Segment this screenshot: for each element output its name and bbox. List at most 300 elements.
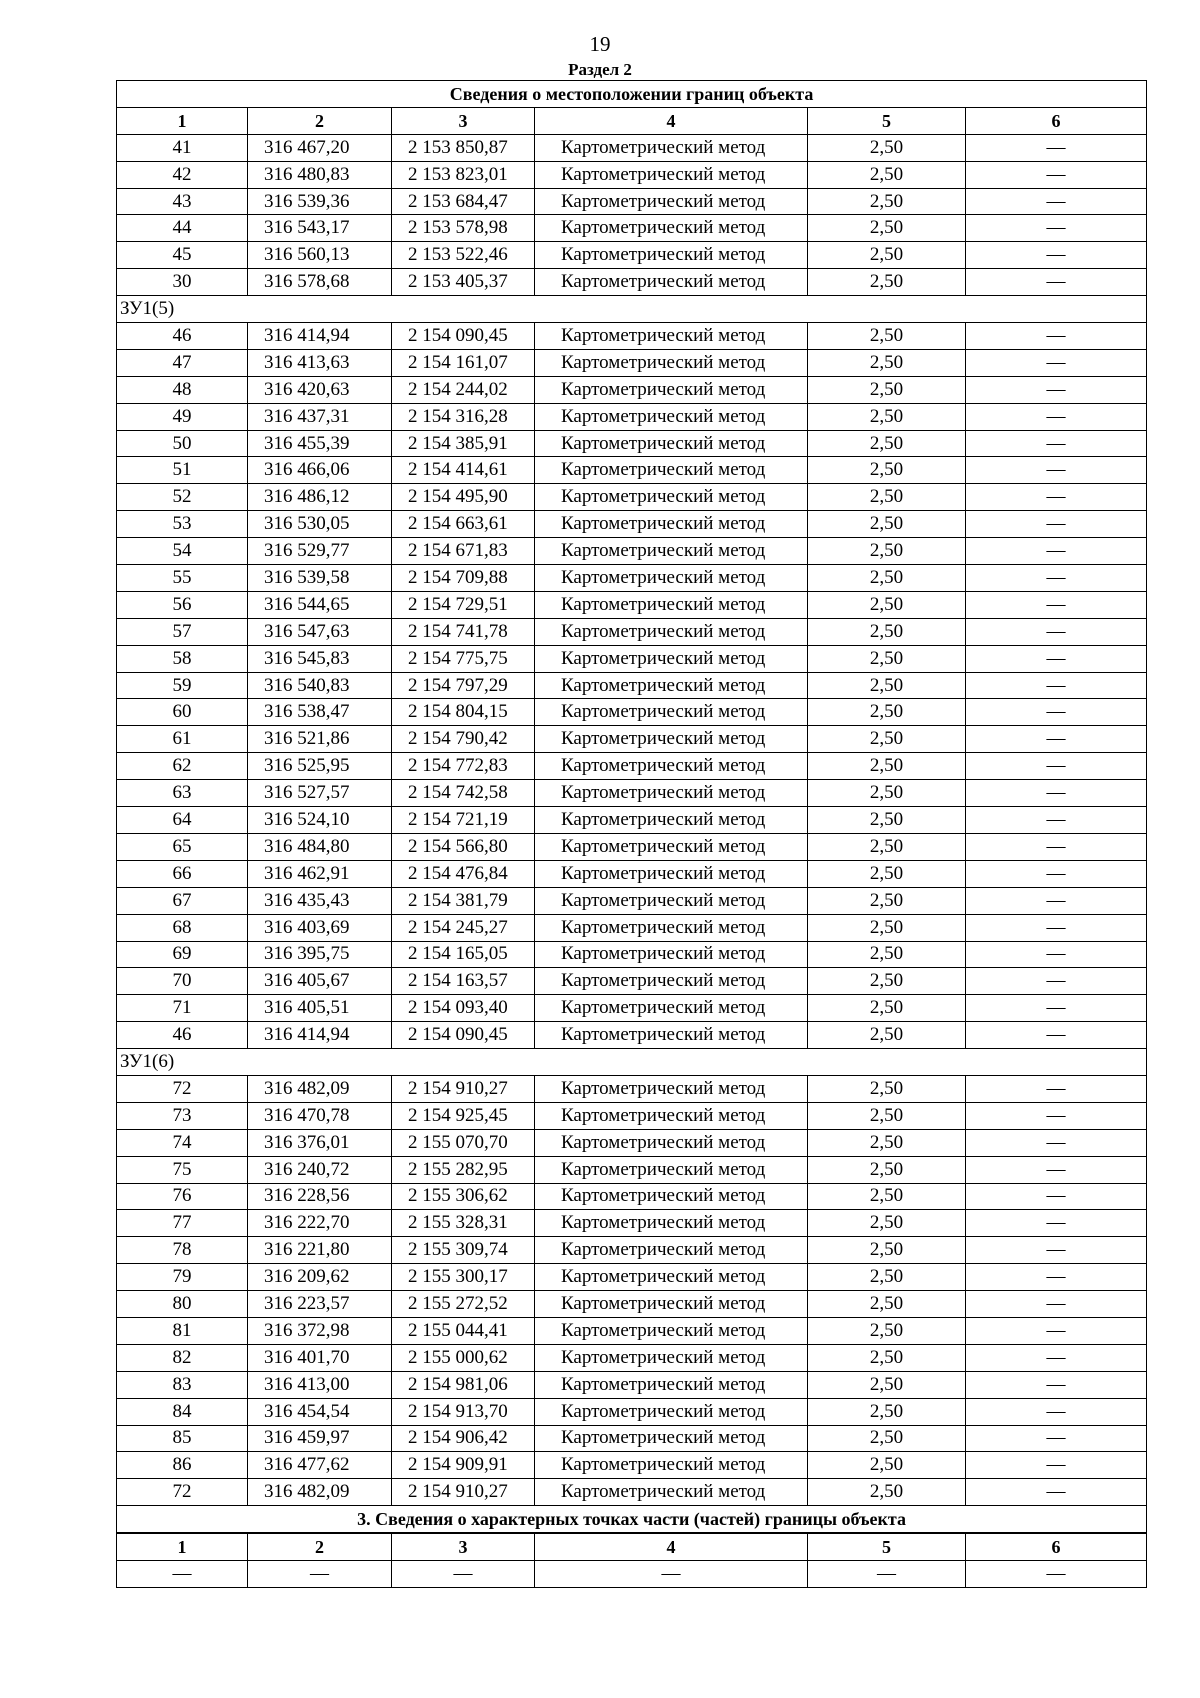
table-row: [117, 1156, 1147, 1183]
x-coordinate-cell: 316 228,56: [248, 1183, 392, 1210]
point-number-cell: 59: [117, 672, 248, 699]
section3-title-row: [117, 1506, 1147, 1533]
accuracy-cell: 2,50: [808, 672, 966, 699]
description-cell: —: [966, 161, 1147, 188]
x-coordinate-cell: 316 240,72: [248, 1156, 392, 1183]
table-row: [117, 699, 1147, 726]
point-number-cell: 52: [117, 484, 248, 511]
point-number-cell: 54: [117, 538, 248, 565]
x-coordinate-cell: 316 530,05: [248, 511, 392, 538]
x-coordinate-cell: 316 209,62: [248, 1264, 392, 1291]
method-cell: Картометрический метод: [535, 1479, 808, 1506]
accuracy-cell: 2,50: [808, 1264, 966, 1291]
y-coordinate-cell: 2 154 495,90: [392, 484, 535, 511]
method-cell: Картометрический метод: [535, 1237, 808, 1264]
method-cell: Картометрический метод: [535, 269, 808, 296]
x-coordinate-cell: 316 539,36: [248, 188, 392, 215]
x-coordinate-cell: 316 405,51: [248, 995, 392, 1022]
point-number-cell: 56: [117, 591, 248, 618]
y-coordinate-cell: 2 154 385,91: [392, 430, 535, 457]
table-row: [117, 591, 1147, 618]
description-cell: —: [966, 269, 1147, 296]
table-row: [117, 215, 1147, 242]
method-cell: Картометрический метод: [535, 538, 808, 565]
accuracy-cell: 2,50: [808, 1156, 966, 1183]
point-number-cell: 79: [117, 1264, 248, 1291]
method-cell: Картометрический метод: [535, 1156, 808, 1183]
x-coordinate-cell: 316 545,83: [248, 645, 392, 672]
column-number-row: [117, 107, 1147, 134]
point-number-cell: 78: [117, 1237, 248, 1264]
method-cell: Картометрический метод: [535, 403, 808, 430]
accuracy-cell: 2,50: [808, 1183, 966, 1210]
point-number-cell: 80: [117, 1291, 248, 1318]
empty-dash-cell: —: [248, 1560, 392, 1587]
point-number-cell: 55: [117, 565, 248, 592]
point-number-cell: 68: [117, 914, 248, 941]
accuracy-cell: 2,50: [808, 457, 966, 484]
method-cell: Картометрический метод: [535, 887, 808, 914]
y-coordinate-cell: 2 155 044,41: [392, 1317, 535, 1344]
y-coordinate-cell: 2 154 790,42: [392, 726, 535, 753]
column-number: 4: [535, 107, 808, 134]
method-cell: Картометрический метод: [535, 1264, 808, 1291]
point-number-cell: 65: [117, 833, 248, 860]
accuracy-cell: 2,50: [808, 833, 966, 860]
description-cell: —: [966, 457, 1147, 484]
empty-dash-cell: —: [117, 1560, 248, 1587]
description-cell: —: [966, 968, 1147, 995]
column-number: 5: [808, 1533, 966, 1560]
description-cell: —: [966, 699, 1147, 726]
point-number-cell: 30: [117, 269, 248, 296]
accuracy-cell: 2,50: [808, 484, 966, 511]
table-row: [117, 242, 1147, 269]
point-number-cell: 62: [117, 753, 248, 780]
method-cell: Картометрический метод: [535, 565, 808, 592]
description-cell: —: [966, 1398, 1147, 1425]
y-coordinate-cell: 2 155 272,52: [392, 1291, 535, 1318]
x-coordinate-cell: 316 466,06: [248, 457, 392, 484]
description-cell: —: [966, 1102, 1147, 1129]
point-number-cell: 69: [117, 941, 248, 968]
y-coordinate-cell: 2 154 797,29: [392, 672, 535, 699]
x-coordinate-cell: 316 539,58: [248, 565, 392, 592]
x-coordinate-cell: 316 467,20: [248, 134, 392, 161]
x-coordinate-cell: 316 223,57: [248, 1291, 392, 1318]
point-number-cell: 53: [117, 511, 248, 538]
table-row: [117, 188, 1147, 215]
description-cell: —: [966, 134, 1147, 161]
accuracy-cell: 2,50: [808, 403, 966, 430]
table-row: [117, 1264, 1147, 1291]
accuracy-cell: 2,50: [808, 941, 966, 968]
section3-column-number-row: [117, 1533, 1147, 1560]
description-cell: —: [966, 323, 1147, 350]
description-cell: —: [966, 538, 1147, 565]
column-number: 4: [535, 1533, 808, 1560]
y-coordinate-cell: 2 153 684,47: [392, 188, 535, 215]
y-coordinate-cell: 2 154 245,27: [392, 914, 535, 941]
column-number: 1: [117, 1533, 248, 1560]
accuracy-cell: 2,50: [808, 1479, 966, 1506]
description-cell: —: [966, 1371, 1147, 1398]
x-coordinate-cell: 316 376,01: [248, 1129, 392, 1156]
description-cell: —: [966, 1075, 1147, 1102]
table-row: [117, 726, 1147, 753]
method-cell: Картометрический метод: [535, 457, 808, 484]
y-coordinate-cell: 2 154 925,45: [392, 1102, 535, 1129]
method-cell: Картометрический метод: [535, 430, 808, 457]
description-cell: —: [966, 1183, 1147, 1210]
description-cell: —: [966, 1210, 1147, 1237]
y-coordinate-cell: 2 154 381,79: [392, 887, 535, 914]
x-coordinate-cell: 316 454,54: [248, 1398, 392, 1425]
y-coordinate-cell: 2 154 729,51: [392, 591, 535, 618]
description-cell: —: [966, 1291, 1147, 1318]
method-cell: Картометрический метод: [535, 349, 808, 376]
empty-dash-cell: —: [535, 1560, 808, 1587]
y-coordinate-cell: 2 154 163,57: [392, 968, 535, 995]
x-coordinate-cell: 316 395,75: [248, 941, 392, 968]
parcel-group-label: ЗУ1(5): [117, 296, 1147, 323]
method-cell: Картометрический метод: [535, 672, 808, 699]
method-cell: Картометрический метод: [535, 1398, 808, 1425]
column-number: 2: [248, 107, 392, 134]
description-cell: —: [966, 591, 1147, 618]
table-row: [117, 968, 1147, 995]
x-coordinate-cell: 316 480,83: [248, 161, 392, 188]
point-number-cell: 63: [117, 780, 248, 807]
table-row: [117, 403, 1147, 430]
method-cell: Картометрический метод: [535, 833, 808, 860]
point-number-cell: 50: [117, 430, 248, 457]
y-coordinate-cell: 2 154 244,02: [392, 376, 535, 403]
y-coordinate-cell: 2 153 578,98: [392, 215, 535, 242]
description-cell: —: [966, 807, 1147, 834]
method-cell: Картометрический метод: [535, 1425, 808, 1452]
method-cell: Картометрический метод: [535, 995, 808, 1022]
table-row: [117, 1102, 1147, 1129]
x-coordinate-cell: 316 459,97: [248, 1425, 392, 1452]
x-coordinate-cell: 316 521,86: [248, 726, 392, 753]
method-cell: Картометрический метод: [535, 1210, 808, 1237]
y-coordinate-cell: 2 154 093,40: [392, 995, 535, 1022]
point-number-cell: 49: [117, 403, 248, 430]
point-number-cell: 72: [117, 1075, 248, 1102]
point-number-cell: 46: [117, 1022, 248, 1049]
method-cell: Картометрический метод: [535, 1183, 808, 1210]
description-cell: —: [966, 1022, 1147, 1049]
x-coordinate-cell: 316 405,67: [248, 968, 392, 995]
point-number-cell: 77: [117, 1210, 248, 1237]
y-coordinate-cell: 2 154 721,19: [392, 807, 535, 834]
table-row: [117, 1291, 1147, 1318]
table-row: [117, 1479, 1147, 1506]
accuracy-cell: 2,50: [808, 753, 966, 780]
y-coordinate-cell: 2 154 804,15: [392, 699, 535, 726]
y-coordinate-cell: 2 154 709,88: [392, 565, 535, 592]
description-cell: —: [966, 860, 1147, 887]
y-coordinate-cell: 2 154 909,91: [392, 1452, 535, 1479]
description-cell: —: [966, 1237, 1147, 1264]
y-coordinate-cell: 2 154 090,45: [392, 323, 535, 350]
column-number: 2: [248, 1533, 392, 1560]
x-coordinate-cell: 316 470,78: [248, 1102, 392, 1129]
accuracy-cell: 2,50: [808, 376, 966, 403]
boundary-points-table: [116, 80, 1147, 1588]
description-cell: —: [966, 618, 1147, 645]
table-row: [117, 538, 1147, 565]
table-row: [117, 1237, 1147, 1264]
y-coordinate-cell: 2 153 522,46: [392, 242, 535, 269]
table-row: [117, 484, 1147, 511]
accuracy-cell: 2,50: [808, 1291, 966, 1318]
accuracy-cell: 2,50: [808, 1398, 966, 1425]
table-row: [117, 1452, 1147, 1479]
point-number-cell: 74: [117, 1129, 248, 1156]
method-cell: Картометрический метод: [535, 1344, 808, 1371]
method-cell: Картометрический метод: [535, 1291, 808, 1318]
table-row: [117, 860, 1147, 887]
accuracy-cell: 2,50: [808, 887, 966, 914]
y-coordinate-cell: 2 154 090,45: [392, 1022, 535, 1049]
point-number-cell: 73: [117, 1102, 248, 1129]
accuracy-cell: 2,50: [808, 323, 966, 350]
column-number: 1: [117, 107, 248, 134]
x-coordinate-cell: 316 222,70: [248, 1210, 392, 1237]
section3-row: [117, 1560, 1147, 1587]
group-row: [117, 296, 1147, 323]
y-coordinate-cell: 2 154 910,27: [392, 1479, 535, 1506]
y-coordinate-cell: 2 154 910,27: [392, 1075, 535, 1102]
accuracy-cell: 2,50: [808, 780, 966, 807]
method-cell: Картометрический метод: [535, 1452, 808, 1479]
x-coordinate-cell: 316 221,80: [248, 1237, 392, 1264]
x-coordinate-cell: 316 403,69: [248, 914, 392, 941]
description-cell: —: [966, 780, 1147, 807]
method-cell: Картометрический метод: [535, 1317, 808, 1344]
empty-dash-cell: —: [966, 1560, 1147, 1587]
accuracy-cell: 2,50: [808, 134, 966, 161]
description-cell: —: [966, 672, 1147, 699]
method-cell: Картометрический метод: [535, 914, 808, 941]
table-row: [117, 833, 1147, 860]
point-number-cell: 85: [117, 1425, 248, 1452]
description-cell: —: [966, 1129, 1147, 1156]
table-row: [117, 1183, 1147, 1210]
x-coordinate-cell: 316 482,09: [248, 1075, 392, 1102]
description-cell: —: [966, 511, 1147, 538]
x-coordinate-cell: 316 414,94: [248, 323, 392, 350]
accuracy-cell: 2,50: [808, 591, 966, 618]
accuracy-cell: 2,50: [808, 699, 966, 726]
accuracy-cell: 2,50: [808, 269, 966, 296]
x-coordinate-cell: 316 455,39: [248, 430, 392, 457]
table-row: [117, 376, 1147, 403]
accuracy-cell: 2,50: [808, 726, 966, 753]
description-cell: —: [966, 753, 1147, 780]
x-coordinate-cell: 316 484,80: [248, 833, 392, 860]
accuracy-cell: 2,50: [808, 807, 966, 834]
description-cell: —: [966, 1344, 1147, 1371]
y-coordinate-cell: 2 154 906,42: [392, 1425, 535, 1452]
point-number-cell: 43: [117, 188, 248, 215]
method-cell: Картометрический метод: [535, 645, 808, 672]
accuracy-cell: 2,50: [808, 430, 966, 457]
description-cell: —: [966, 1317, 1147, 1344]
method-cell: Картометрический метод: [535, 860, 808, 887]
method-cell: Картометрический метод: [535, 134, 808, 161]
y-coordinate-cell: 2 154 981,06: [392, 1371, 535, 1398]
point-number-cell: 61: [117, 726, 248, 753]
point-number-cell: 83: [117, 1371, 248, 1398]
description-cell: —: [966, 645, 1147, 672]
point-number-cell: 48: [117, 376, 248, 403]
x-coordinate-cell: 316 372,98: [248, 1317, 392, 1344]
accuracy-cell: 2,50: [808, 1129, 966, 1156]
y-coordinate-cell: 2 154 741,78: [392, 618, 535, 645]
accuracy-cell: 2,50: [808, 188, 966, 215]
section3-title: 3. Сведения о характерных точках части (частей) границы объекта: [117, 1506, 1147, 1533]
accuracy-cell: 2,50: [808, 215, 966, 242]
x-coordinate-cell: 316 420,63: [248, 376, 392, 403]
description-cell: —: [966, 887, 1147, 914]
method-cell: Картометрический метод: [535, 726, 808, 753]
accuracy-cell: 2,50: [808, 860, 966, 887]
description-cell: —: [966, 188, 1147, 215]
accuracy-cell: 2,50: [808, 1317, 966, 1344]
point-number-cell: 66: [117, 860, 248, 887]
x-coordinate-cell: 316 525,95: [248, 753, 392, 780]
method-cell: Картометрический метод: [535, 968, 808, 995]
accuracy-cell: 2,50: [808, 618, 966, 645]
accuracy-cell: 2,50: [808, 1210, 966, 1237]
method-cell: Картометрический метод: [535, 161, 808, 188]
description-cell: —: [966, 1452, 1147, 1479]
point-number-cell: 60: [117, 699, 248, 726]
table-row: [117, 430, 1147, 457]
accuracy-cell: 2,50: [808, 1237, 966, 1264]
point-number-cell: 47: [117, 349, 248, 376]
table-row: [117, 780, 1147, 807]
table-row: [117, 887, 1147, 914]
y-coordinate-cell: 2 153 405,37: [392, 269, 535, 296]
table-row: [117, 1022, 1147, 1049]
table-row: [117, 1425, 1147, 1452]
method-cell: Картометрический метод: [535, 618, 808, 645]
method-cell: Картометрический метод: [535, 511, 808, 538]
accuracy-cell: 2,50: [808, 914, 966, 941]
x-coordinate-cell: 316 401,70: [248, 1344, 392, 1371]
y-coordinate-cell: 2 155 309,74: [392, 1237, 535, 1264]
table-row: [117, 511, 1147, 538]
method-cell: Картометрический метод: [535, 484, 808, 511]
x-coordinate-cell: 316 527,57: [248, 780, 392, 807]
accuracy-cell: 2,50: [808, 1452, 966, 1479]
method-cell: Картометрический метод: [535, 807, 808, 834]
y-coordinate-cell: 2 155 282,95: [392, 1156, 535, 1183]
table-row: [117, 323, 1147, 350]
method-cell: Картометрический метод: [535, 1102, 808, 1129]
table-row: [117, 753, 1147, 780]
method-cell: Картометрический метод: [535, 591, 808, 618]
accuracy-cell: 2,50: [808, 242, 966, 269]
x-coordinate-cell: 316 578,68: [248, 269, 392, 296]
accuracy-cell: 2,50: [808, 1022, 966, 1049]
point-number-cell: 86: [117, 1452, 248, 1479]
description-cell: —: [966, 995, 1147, 1022]
table-row: [117, 807, 1147, 834]
table-body: [117, 81, 1147, 1588]
table-row: [117, 1317, 1147, 1344]
table-row: [117, 161, 1147, 188]
y-coordinate-cell: 2 155 306,62: [392, 1183, 535, 1210]
group-row: [117, 1049, 1147, 1076]
method-cell: Картометрический метод: [535, 1371, 808, 1398]
point-number-cell: 70: [117, 968, 248, 995]
point-number-cell: 81: [117, 1317, 248, 1344]
table-row: [117, 1210, 1147, 1237]
point-number-cell: 41: [117, 134, 248, 161]
x-coordinate-cell: 316 560,13: [248, 242, 392, 269]
point-number-cell: 84: [117, 1398, 248, 1425]
table-row: [117, 1075, 1147, 1102]
accuracy-cell: 2,50: [808, 161, 966, 188]
parcel-group-label: ЗУ1(6): [117, 1049, 1147, 1076]
y-coordinate-cell: 2 154 663,61: [392, 511, 535, 538]
description-cell: —: [966, 1264, 1147, 1291]
description-cell: —: [966, 215, 1147, 242]
table-row: [117, 349, 1147, 376]
x-coordinate-cell: 316 524,10: [248, 807, 392, 834]
table-row: [117, 134, 1147, 161]
method-cell: Картометрический метод: [535, 1075, 808, 1102]
x-coordinate-cell: 316 435,43: [248, 887, 392, 914]
x-coordinate-cell: 316 529,77: [248, 538, 392, 565]
table-row: [117, 1371, 1147, 1398]
accuracy-cell: 2,50: [808, 968, 966, 995]
description-cell: —: [966, 1156, 1147, 1183]
table-row: [117, 1129, 1147, 1156]
point-number-cell: 57: [117, 618, 248, 645]
table-row: [117, 672, 1147, 699]
table-row: [117, 995, 1147, 1022]
x-coordinate-cell: 316 414,94: [248, 1022, 392, 1049]
table-row: [117, 618, 1147, 645]
description-cell: —: [966, 430, 1147, 457]
page-number: 19: [589, 32, 611, 56]
y-coordinate-cell: 2 155 300,17: [392, 1264, 535, 1291]
method-cell: Картометрический метод: [535, 242, 808, 269]
description-cell: —: [966, 833, 1147, 860]
column-number: 6: [966, 107, 1147, 134]
point-number-cell: 64: [117, 807, 248, 834]
y-coordinate-cell: 2 154 161,07: [392, 349, 535, 376]
table-title: Сведения о местоположении границ объекта: [117, 81, 1147, 108]
y-coordinate-cell: 2 154 316,28: [392, 403, 535, 430]
x-coordinate-cell: 316 544,65: [248, 591, 392, 618]
x-coordinate-cell: 316 547,63: [248, 618, 392, 645]
point-number-cell: 44: [117, 215, 248, 242]
method-cell: Картометрический метод: [535, 780, 808, 807]
description-cell: —: [966, 565, 1147, 592]
description-cell: —: [966, 403, 1147, 430]
description-cell: —: [966, 484, 1147, 511]
x-coordinate-cell: 316 462,91: [248, 860, 392, 887]
description-cell: —: [966, 941, 1147, 968]
point-number-cell: 58: [117, 645, 248, 672]
